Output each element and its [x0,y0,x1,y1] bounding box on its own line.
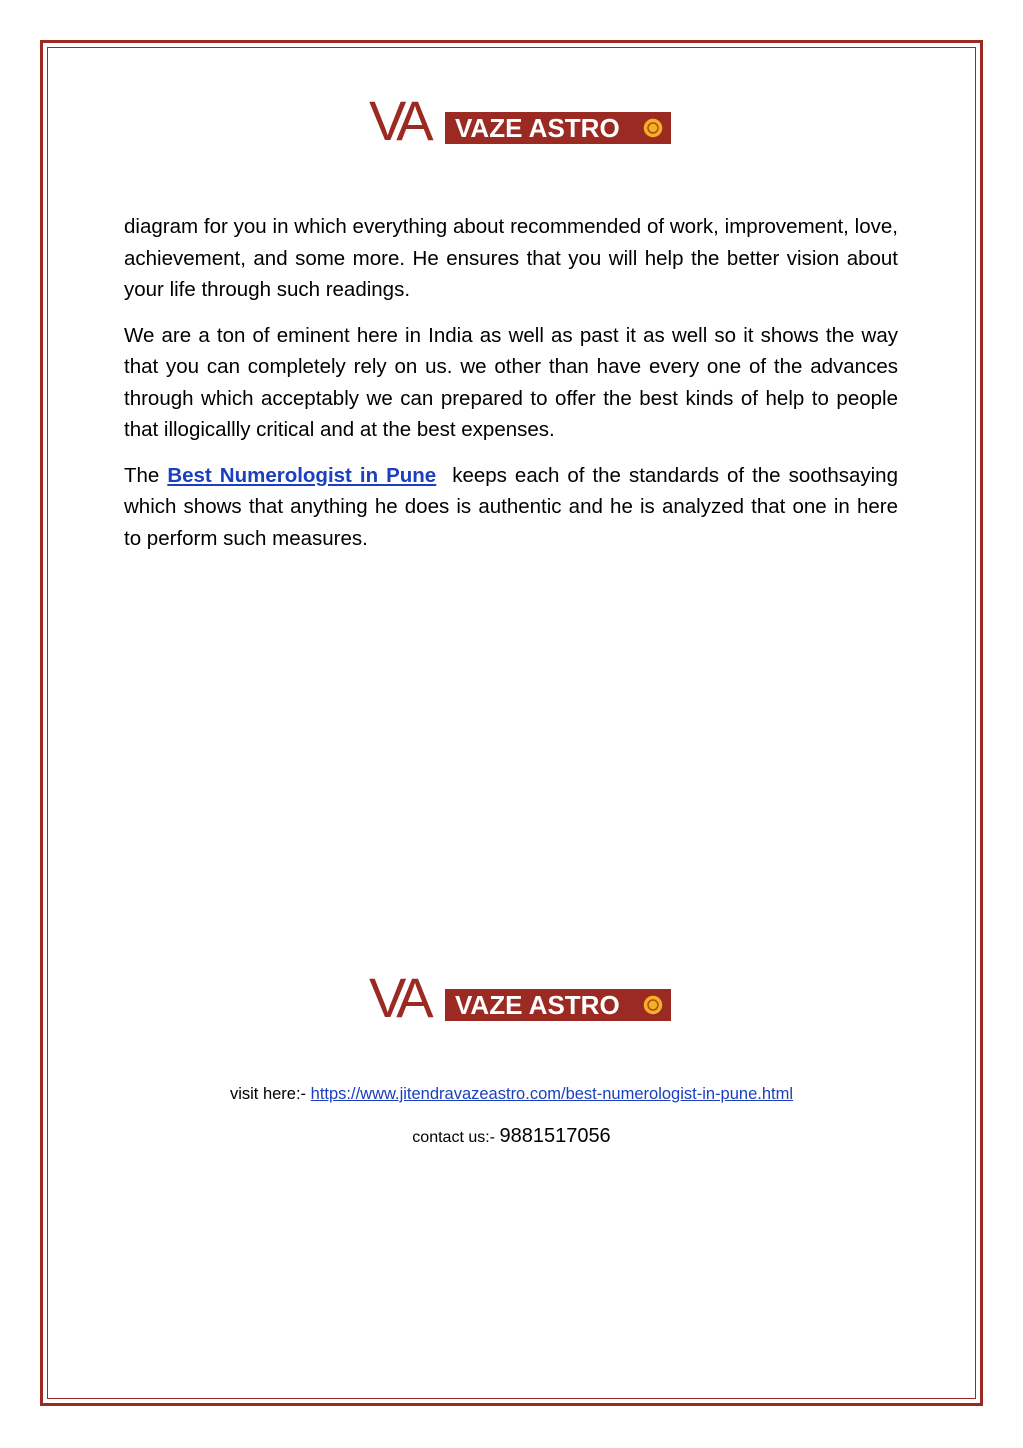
paragraph-3-end: keeps each of the standards of the soothsaying which shows that anything he does is authentic and he is analyzed that one in here to perform such measures. [124,463,904,550]
visit-line [0,1085,1023,1104]
paragraph-2: We are a ton of eminent here in India as well as past it as well so it shows the way that you can completely rely on us. we other than have every one of the advances through which acceptably we can prepared to offer the best kinds of help to people that illogicallly critical and at the best expenses. [124,323,898,441]
logo-graphic [369,967,671,1025]
paragraph-3 [124,460,904,555]
vaze-astro-logo-bottom [369,967,671,1025]
logo-monogram: VA [369,90,428,148]
sun-icon [643,995,663,1015]
logo-monogram: VA [369,967,428,1025]
contact-line [0,1125,1023,1148]
logo-graphic [369,90,671,148]
visit-label: visit here:- [229,1085,311,1103]
sun-icon [643,118,663,138]
logo-wordmark: VAZE ASTRO [455,113,620,143]
article-body [124,211,904,568]
paragraph-3-start: The [124,463,168,487]
website-link[interactable]: https://www.jitendravazeastro.com/best-numerologist-in-pune.html [310,1085,794,1103]
vaze-astro-logo-top [369,90,671,148]
best-numerologist-link[interactable]: Best Numerologist in Pune [167,463,437,487]
logo-wordmark: VAZE ASTRO [455,990,620,1020]
contact-label: contact us:- [412,1129,500,1146]
paragraph-1: diagram for you in which everything about recommended of work, improvement, love, achievement, and some more. He ensures that you will help the better vision about your life through such readings. [124,215,898,301]
phone-number: 9881517056 [499,1125,611,1147]
